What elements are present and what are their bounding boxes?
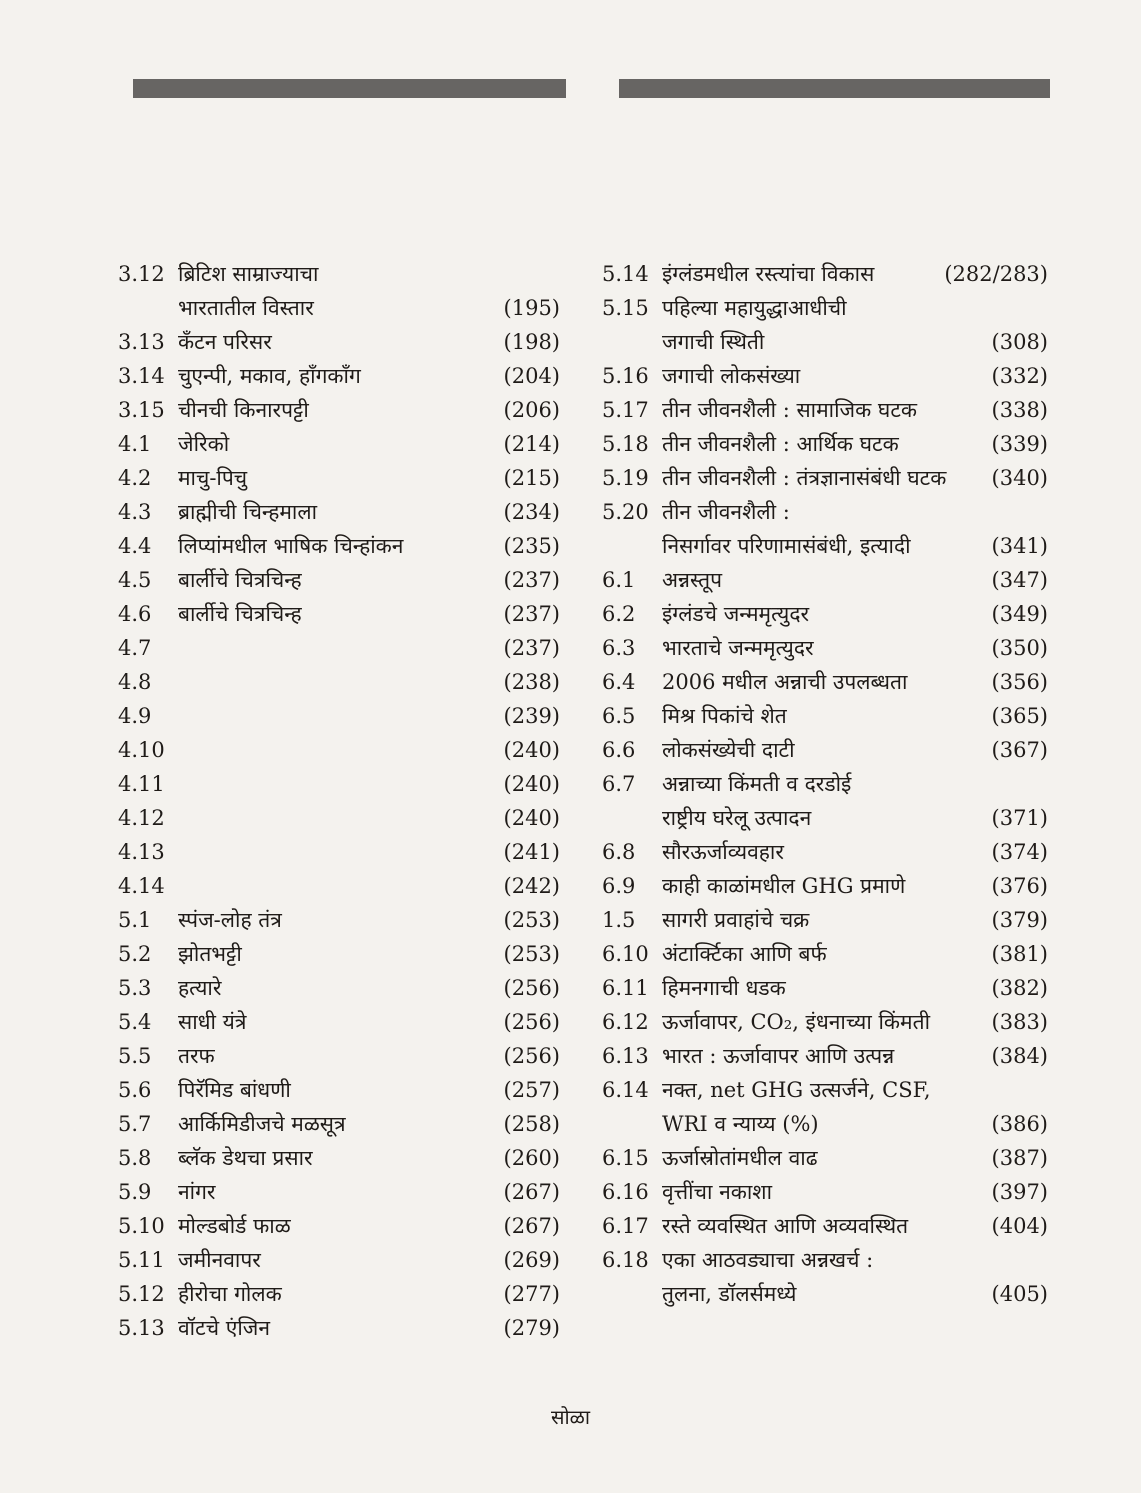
entry-page-ref: (256): [503, 976, 560, 1000]
toc-entry: [118, 597, 560, 631]
entry-title: पिरॅमिड बांधणी: [178, 1078, 291, 1102]
entry-title: WRI व न्याय्य (%): [662, 1112, 819, 1136]
entry-number: 5.2: [118, 942, 152, 966]
entry-number: 4.12: [118, 806, 165, 830]
entry-number: 5.1: [118, 908, 152, 932]
entry-title: चुएन्पी, मकाव, हाँगकाँग: [178, 364, 361, 388]
toc-entry: [118, 631, 560, 665]
entry-number: 5.12: [118, 1282, 165, 1306]
entry-title: साधी यंत्रे: [178, 1010, 247, 1034]
toc-entry: [602, 495, 1048, 563]
entry-page-ref: (338): [991, 398, 1048, 422]
entry-number: 5.19: [602, 466, 649, 490]
toc-entry: [602, 1175, 1048, 1209]
entry-title: राष्ट्रीय घरेलू उत्पादन: [662, 806, 812, 830]
entry-title: नक्त, net GHG उत्सर्जने, CSF,: [662, 1078, 931, 1102]
entry-number: 1.5: [602, 908, 636, 932]
toc-entry: [118, 937, 560, 971]
entry-page-ref: (371): [991, 806, 1048, 830]
entry-number: 6.3: [602, 636, 636, 660]
entry-title: मिश्र पिकांचे शेत: [662, 704, 787, 728]
entry-number: 4.10: [118, 738, 165, 762]
entry-title: तीन जीवनशैली : सामाजिक घटक: [662, 398, 918, 422]
toc-entry: [602, 1243, 1048, 1311]
entry-number: 5.13: [118, 1316, 165, 1340]
entry-page-ref: (384): [991, 1044, 1048, 1068]
entry-number: 5.5: [118, 1044, 152, 1068]
toc-entry: [602, 291, 1048, 359]
entry-page-ref: (381): [991, 942, 1048, 966]
entry-page-ref: (376): [991, 874, 1048, 898]
toc-entry: [118, 257, 560, 325]
entry-page-ref: (365): [991, 704, 1048, 728]
entry-number: 3.15: [118, 398, 165, 422]
entry-title: नांगर: [178, 1180, 216, 1204]
entry-title: हत्यारे: [178, 976, 222, 1000]
toc-entry: [118, 665, 560, 699]
entry-page-ref: (282/283): [944, 262, 1048, 286]
entry-page-ref: (267): [503, 1180, 560, 1204]
entry-page-ref: (367): [991, 738, 1048, 762]
toc-entry: [602, 597, 1048, 631]
entry-number: 4.7: [118, 636, 152, 660]
toc-entry: [602, 835, 1048, 869]
toc-entry: [118, 1039, 560, 1073]
entry-title: ब्लॅक डेथचा प्रसार: [178, 1146, 313, 1170]
toc-entry: [602, 1039, 1048, 1073]
entry-number: 4.8: [118, 670, 152, 694]
entry-page-ref: (241): [503, 840, 560, 864]
entry-number: 4.1: [118, 432, 152, 456]
entry-title: झोतभट्टी: [178, 942, 242, 966]
entry-number: 6.16: [602, 1180, 649, 1204]
entry-title: 2006 मधील अन्नाची उपलब्धता: [662, 670, 908, 694]
entry-page-ref: (237): [503, 568, 560, 592]
entry-page-ref: (240): [503, 772, 560, 796]
entry-number: 6.12: [602, 1010, 649, 1034]
entry-title: जगाची लोकसंख्या: [662, 364, 801, 388]
entry-number: 5.3: [118, 976, 152, 1000]
entry-number: 6.5: [602, 704, 636, 728]
entry-number: 5.18: [602, 432, 649, 456]
entry-page-ref: (242): [503, 874, 560, 898]
entry-page-ref: (349): [991, 602, 1048, 626]
entry-title: बार्लीचे चित्रचिन्ह: [178, 602, 302, 626]
entry-title: ऊर्जास्रोतांमधील वाढ: [662, 1146, 818, 1170]
toc-entry: [118, 1175, 560, 1209]
entry-title: माचु-पिचु: [178, 466, 248, 490]
entry-number: 6.7: [602, 772, 636, 796]
entry-title: काही काळांमधील GHG प्रमाणे: [662, 874, 906, 898]
entry-page-ref: (356): [991, 670, 1048, 694]
entry-number: 6.9: [602, 874, 636, 898]
toc-entry: [118, 971, 560, 1005]
entry-page-ref: (277): [503, 1282, 560, 1306]
entry-page-ref: (234): [503, 500, 560, 524]
entry-number: 4.11: [118, 772, 165, 796]
entry-page-ref: (347): [991, 568, 1048, 592]
entry-title: तीन जीवनशैली : आर्थिक घटक: [662, 432, 899, 456]
entry-number: 5.11: [118, 1248, 165, 1272]
toc-entry: [118, 699, 560, 733]
toc-entry: [118, 1107, 560, 1141]
entry-page-ref: (235): [503, 534, 560, 558]
toc-entry: [118, 427, 560, 461]
entry-number: 6.17: [602, 1214, 649, 1238]
entry-number: 5.4: [118, 1010, 152, 1034]
toc-entry: [602, 393, 1048, 427]
entry-page-ref: (253): [503, 908, 560, 932]
entry-number: 5.8: [118, 1146, 152, 1170]
entry-page-ref: (383): [991, 1010, 1048, 1034]
header-rule-left: [133, 79, 566, 98]
toc-entry: [118, 393, 560, 427]
entry-page-ref: (279): [503, 1316, 560, 1340]
toc-entry: [118, 733, 560, 767]
toc-entry: [118, 835, 560, 869]
entry-number: 4.5: [118, 568, 152, 592]
entry-page-ref: (198): [503, 330, 560, 354]
entry-number: 4.9: [118, 704, 152, 728]
entry-title: रस्ते व्यवस्थित आणि अव्यवस्थित: [662, 1214, 909, 1238]
entry-title: इंग्लंडचे जन्ममृत्युदर: [662, 602, 810, 626]
entry-title: ब्रिटिश साम्राज्याचा: [178, 262, 319, 286]
entry-number: 5.6: [118, 1078, 152, 1102]
entry-page-ref: (256): [503, 1010, 560, 1034]
entry-page-ref: (260): [503, 1146, 560, 1170]
entry-page-ref: (308): [991, 330, 1048, 354]
entry-title: जगाची स्थिती: [662, 330, 765, 354]
toc-entry: [602, 1209, 1048, 1243]
entry-page-ref: (240): [503, 806, 560, 830]
entry-title: जमीनवापर: [178, 1248, 261, 1272]
entry-page-ref: (269): [503, 1248, 560, 1272]
entry-title: भारत : ऊर्जावापर आणि उत्पन्न: [662, 1044, 895, 1068]
toc-entry: [602, 427, 1048, 461]
entry-page-ref: (239): [503, 704, 560, 728]
entry-number: 6.2: [602, 602, 636, 626]
entry-page-ref: (256): [503, 1044, 560, 1068]
toc-entry: [118, 461, 560, 495]
entry-number: 5.7: [118, 1112, 152, 1136]
entry-number: 4.4: [118, 534, 152, 558]
toc-entry: [602, 1005, 1048, 1039]
header-rule-right: [619, 79, 1050, 98]
entry-page-ref: (382): [991, 976, 1048, 1000]
entry-number: 5.14: [602, 262, 649, 286]
entry-number: 6.10: [602, 942, 649, 966]
entry-title: एका आठवड्याचा अन्नखर्च :: [662, 1248, 874, 1272]
entry-number: 3.14: [118, 364, 165, 388]
entry-number: 4.14: [118, 874, 165, 898]
entry-number: 5.20: [602, 500, 649, 524]
entry-title: अन्नाच्या किंमती व दरडोई: [662, 772, 852, 796]
entry-page-ref: (253): [503, 942, 560, 966]
entry-title: अंटार्क्टिका आणि बर्फ: [662, 942, 827, 966]
entry-number: 4.3: [118, 500, 152, 524]
entry-page-ref: (386): [991, 1112, 1048, 1136]
entry-number: 6.15: [602, 1146, 649, 1170]
toc-entry: [118, 1073, 560, 1107]
toc-left-column: [118, 257, 560, 1345]
entry-page-ref: (257): [503, 1078, 560, 1102]
entry-title: तुलना, डॉलर्समध्ये: [662, 1282, 797, 1306]
toc-entry: [118, 1141, 560, 1175]
entry-title: स्पंज-लोह तंत्र: [178, 908, 282, 932]
toc-entry: [602, 937, 1048, 971]
toc-entry: [602, 1073, 1048, 1141]
entry-number: 5.16: [602, 364, 649, 388]
entry-page-ref: (258): [503, 1112, 560, 1136]
entry-title: भारताचे जन्ममृत्युदर: [662, 636, 814, 660]
entry-title: सौरऊर्जाव्यवहार: [662, 840, 784, 864]
toc-entry: [602, 1141, 1048, 1175]
entry-title: ऊर्जावापर, CO₂, इंधनाच्या किंमती: [662, 1010, 931, 1034]
entry-title: कँटन परिसर: [178, 330, 272, 354]
entry-number: 4.6: [118, 602, 152, 626]
entry-title: आर्किमिडीजचे मळसूत्र: [178, 1112, 346, 1136]
entry-page-ref: (215): [503, 466, 560, 490]
entry-title: लोकसंख्येची दाटी: [662, 738, 795, 762]
entry-number: 6.13: [602, 1044, 649, 1068]
toc-entry: [602, 767, 1048, 835]
entry-page-ref: (404): [991, 1214, 1048, 1238]
entry-page-ref: (267): [503, 1214, 560, 1238]
entry-page-ref: (374): [991, 840, 1048, 864]
entry-page-ref: (237): [503, 636, 560, 660]
toc-entry: [602, 699, 1048, 733]
toc-entry: [118, 1311, 560, 1345]
toc-entry: [118, 325, 560, 359]
toc-entry: [602, 359, 1048, 393]
entry-page-ref: (341): [991, 534, 1048, 558]
entry-title: हीरोचा गोलक: [178, 1282, 282, 1306]
entry-title: बार्लीचे चित्रचिन्ह: [178, 568, 302, 592]
toc-entry: [602, 903, 1048, 937]
entry-page-ref: (195): [503, 296, 560, 320]
entry-page-ref: (240): [503, 738, 560, 762]
entry-number: 6.8: [602, 840, 636, 864]
entry-page-ref: (339): [991, 432, 1048, 456]
entry-title: वॉटचे एंजिन: [178, 1316, 270, 1340]
entry-title: मोल्डबोर्ड फाळ: [178, 1214, 291, 1238]
entry-page-ref: (379): [991, 908, 1048, 932]
entry-number: 5.9: [118, 1180, 152, 1204]
toc-entry: [602, 665, 1048, 699]
entry-title: जेरिको: [178, 432, 230, 456]
toc-entry: [118, 1005, 560, 1039]
entry-number: 5.10: [118, 1214, 165, 1238]
entry-page-ref: (214): [503, 432, 560, 456]
entry-number: 5.17: [602, 398, 649, 422]
entry-title: हिमनगाची धडक: [662, 976, 786, 1000]
entry-number: 6.1: [602, 568, 636, 592]
toc-entry: [602, 971, 1048, 1005]
toc-entry: [602, 733, 1048, 767]
toc-entry: [602, 869, 1048, 903]
entry-title: पहिल्या महायुद्धाआधीची: [662, 296, 847, 320]
toc-entry: [602, 257, 1048, 291]
entry-page-ref: (237): [503, 602, 560, 626]
toc-entry: [118, 1209, 560, 1243]
entry-title: इंग्लंडमधील रस्त्यांचा विकास: [662, 262, 875, 286]
entry-page-ref: (238): [503, 670, 560, 694]
entry-number: 3.13: [118, 330, 165, 354]
toc-entry: [602, 563, 1048, 597]
toc-entry: [118, 529, 560, 563]
entry-title: अन्नस्तूप: [662, 568, 723, 592]
entry-number: 6.18: [602, 1248, 649, 1272]
entry-title: निसर्गावर परिणामासंबंधी, इत्यादी: [662, 534, 911, 558]
toc-entry: [118, 903, 560, 937]
entry-number: 6.6: [602, 738, 636, 762]
toc-entry: [118, 359, 560, 393]
entry-page-ref: (204): [503, 364, 560, 388]
entry-number: 6.11: [602, 976, 649, 1000]
toc-entry: [118, 767, 560, 801]
entry-page-ref: (387): [991, 1146, 1048, 1170]
entry-number: 5.15: [602, 296, 649, 320]
entry-number: 3.12: [118, 262, 165, 286]
entry-title: भारतातील विस्तार: [178, 296, 314, 320]
entry-title: लिप्यांमधील भाषिक चिन्हांकन: [178, 534, 404, 558]
entry-title: सागरी प्रवाहांचे चक्र: [662, 908, 810, 932]
entry-title: तरफ: [178, 1044, 215, 1068]
toc-entry: [118, 1277, 560, 1311]
entry-page-ref: (397): [991, 1180, 1048, 1204]
entry-number: 6.4: [602, 670, 636, 694]
entry-page-ref: (405): [991, 1282, 1048, 1306]
toc-entry: [602, 461, 1048, 495]
page-number-footer: सोळा: [550, 1405, 591, 1429]
toc-entry: [118, 801, 560, 835]
entry-number: 4.2: [118, 466, 152, 490]
toc-entry: [118, 1243, 560, 1277]
entry-page-ref: (206): [503, 398, 560, 422]
entry-title: ब्राह्मीची चिन्हमाला: [178, 500, 318, 524]
toc-entry: [118, 869, 560, 903]
toc-entry: [118, 495, 560, 529]
entry-number: 6.14: [602, 1078, 649, 1102]
toc-right-column: [602, 257, 1048, 1311]
toc-entry: [602, 631, 1048, 665]
entry-number: 4.13: [118, 840, 165, 864]
entry-page-ref: (332): [991, 364, 1048, 388]
entry-page-ref: (340): [991, 466, 1048, 490]
entry-page-ref: (350): [991, 636, 1048, 660]
entry-title: चीनची किनारपट्टी: [178, 398, 309, 422]
entry-title: तीन जीवनशैली :: [662, 500, 790, 524]
entry-title: वृत्तींचा नकाशा: [662, 1180, 773, 1204]
entry-title: तीन जीवनशैली : तंत्रज्ञानासंबंधी घटक: [662, 466, 947, 490]
toc-entry: [118, 563, 560, 597]
